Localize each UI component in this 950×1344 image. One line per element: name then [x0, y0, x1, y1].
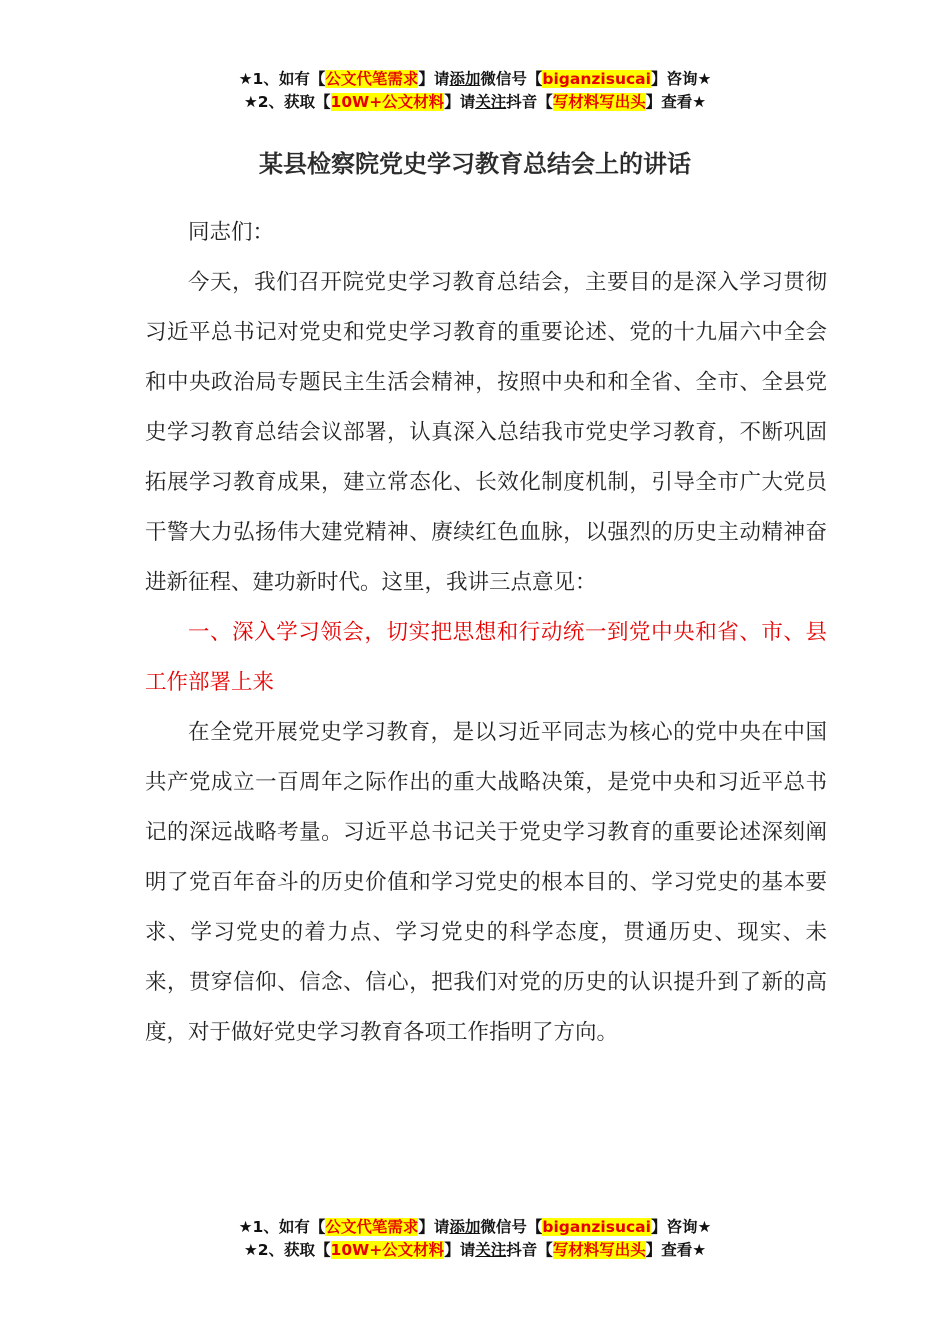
banner-line-2-middle2: 抖音【 [506, 93, 553, 111]
bottom-banner-line-2-suffix: 】查看★ [645, 1241, 707, 1259]
banner-line-1 [0, 68, 950, 91]
bottom-banner-line-2-highlight-douyin: 写材料写出头 [552, 1241, 646, 1259]
bottom-banner-line-1-highlight-wechat: biganzisucai [542, 1218, 651, 1236]
paragraph-intro: 今天，我们召开院党史学习教育总结会，主要目的是深入学习贯彻习近平总书记对党史和党史学习教育的重要论述、党的十九届六中全会和中央政治局专题民主生活会精神，按照中央和和全省、全市、全县党史学习教育总结会议部署，认真深入总结我市党史学习教育，不断巩固拓展学习教育成果，建立常态化、长效化制度机制，引导全市广大党员干警大力弘扬伟大建党精神、赓续红色血脉，以强烈的历史主动精神奋进新征程、建功新时代。这里，我讲三点意见： [145, 270, 827, 595]
bottom-banner-line-2-middle2: 抖音【 [506, 1241, 553, 1259]
bottom-banner-line-2-highlight-materials: 10W+公文材料 [330, 1241, 445, 1259]
banner-line-2-highlight-douyin: 写材料写出头 [552, 93, 646, 111]
banner-line-2-underlined: 关注 [475, 93, 507, 111]
banner-line-1-highlight-service: 公文代笔需求 [325, 70, 419, 88]
banner-line-2-highlight-materials: 10W+公文材料 [330, 93, 445, 111]
banner-line-1-highlight-wechat: biganzisucai [542, 70, 651, 88]
paragraph-section-1: 在全党开展党史学习教育，是以习近平同志为核心的党中央在中国共产党成立一百周年之际作出的重大战略决策，是党中央和习近平总书记的深远战略考量。习近平总书记关于党史学习教育的重要论述深刻阐明了党百年奋斗的历史价值和学习党史的根本目的、学习党史的基本要求、学习党史的着力点、学习党史的科学态度，贯通历史、现实、未来，贯穿信仰、信念、信心，把我们对党的历史的认识提升到了新的高度，对于做好党史学习教育各项工作指明了方向。 [145, 720, 827, 1045]
document-body [145, 208, 827, 1058]
salutation: 同志们： [188, 220, 275, 245]
bottom-banner [0, 1216, 950, 1262]
banner-line-1-suffix: 】咨询★ [650, 70, 712, 88]
top-banner [0, 68, 950, 114]
bottom-banner-line-1-middle: 】请 [418, 1218, 450, 1236]
bottom-banner-line-2 [0, 1239, 950, 1262]
bottom-banner-line-2-middle: 】请 [444, 1241, 476, 1259]
banner-line-2-prefix: ★2、获取【 [243, 93, 331, 111]
bottom-banner-line-1 [0, 1216, 950, 1239]
bottom-banner-line-1-underlined: 添加 [449, 1218, 481, 1236]
document-title: 某县检察院党史学习教育总结会上的讲话 [259, 150, 691, 178]
bottom-banner-line-2-underlined: 关注 [475, 1241, 507, 1259]
bottom-banner-line-1-highlight-service: 公文代笔需求 [325, 1218, 419, 1236]
banner-line-1-middle2: 微信号【 [480, 70, 543, 88]
banner-line-2 [0, 91, 950, 114]
banner-line-1-underlined: 添加 [449, 70, 481, 88]
bottom-banner-line-1-prefix: ★1、如有【 [238, 1218, 326, 1236]
section-heading-1: 一、深入学习领会，切实把思想和行动统一到党中央和省、市、县工作部署上来 [145, 620, 827, 695]
banner-line-2-middle: 】请 [444, 93, 476, 111]
bottom-banner-line-1-suffix: 】咨询★ [650, 1218, 712, 1236]
banner-line-1-middle: 】请 [418, 70, 450, 88]
banner-line-1-prefix: ★1、如有【 [238, 70, 326, 88]
bottom-banner-line-2-prefix: ★2、获取【 [243, 1241, 331, 1259]
banner-line-2-suffix: 】查看★ [645, 93, 707, 111]
bottom-banner-line-1-middle2: 微信号【 [480, 1218, 543, 1236]
